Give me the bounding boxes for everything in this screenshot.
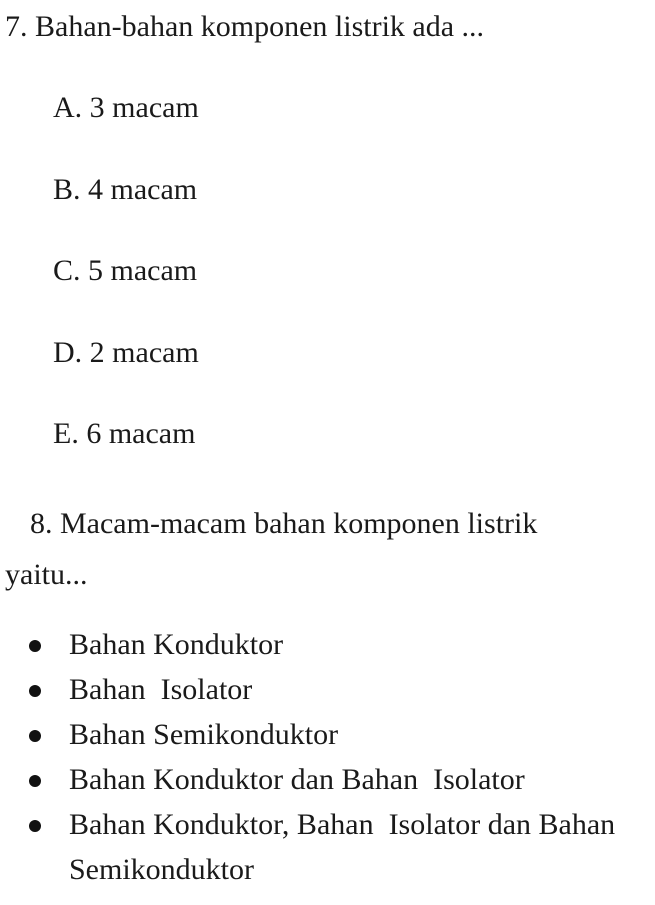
- bullet-icon: [29, 820, 41, 832]
- question-8-bullet-list: [0, 622, 629, 892]
- option-a[interactable]: A. 3 macam: [53, 91, 199, 124]
- list-item-text: Bahan Konduktor, Bahan Isolator dan Bahan Semikonduktor: [69, 808, 623, 886]
- list-item-text: Bahan Semikonduktor: [69, 718, 339, 751]
- option-d[interactable]: D. 2 macam: [53, 335, 199, 369]
- list-item: [0, 712, 629, 757]
- question-7-prompt: 7. Bahan-bahan komponen listrik ada ...: [5, 10, 485, 43]
- question-7-options: [53, 88, 199, 496]
- list-item: [0, 757, 629, 802]
- list-item: [0, 622, 629, 667]
- bullet-icon: [29, 775, 41, 787]
- option-c[interactable]: C. 5 macam: [53, 254, 198, 287]
- bullet-icon: [29, 640, 41, 652]
- bullet-icon: [29, 730, 41, 742]
- list-item: [0, 802, 629, 892]
- list-item: [0, 667, 629, 712]
- question-8-prompt: 8. Macam-macam bahan komponen listrik yaitu...: [5, 507, 538, 591]
- list-item-text: Bahan Konduktor: [69, 628, 284, 661]
- list-item-text: Bahan Isolator: [69, 673, 253, 706]
- option-e[interactable]: E. 6 macam: [53, 417, 196, 450]
- bullet-icon: [29, 685, 41, 697]
- option-b[interactable]: B. 4 macam: [53, 172, 198, 206]
- list-item-text: Bahan Konduktor dan Bahan Isolator: [69, 763, 525, 796]
